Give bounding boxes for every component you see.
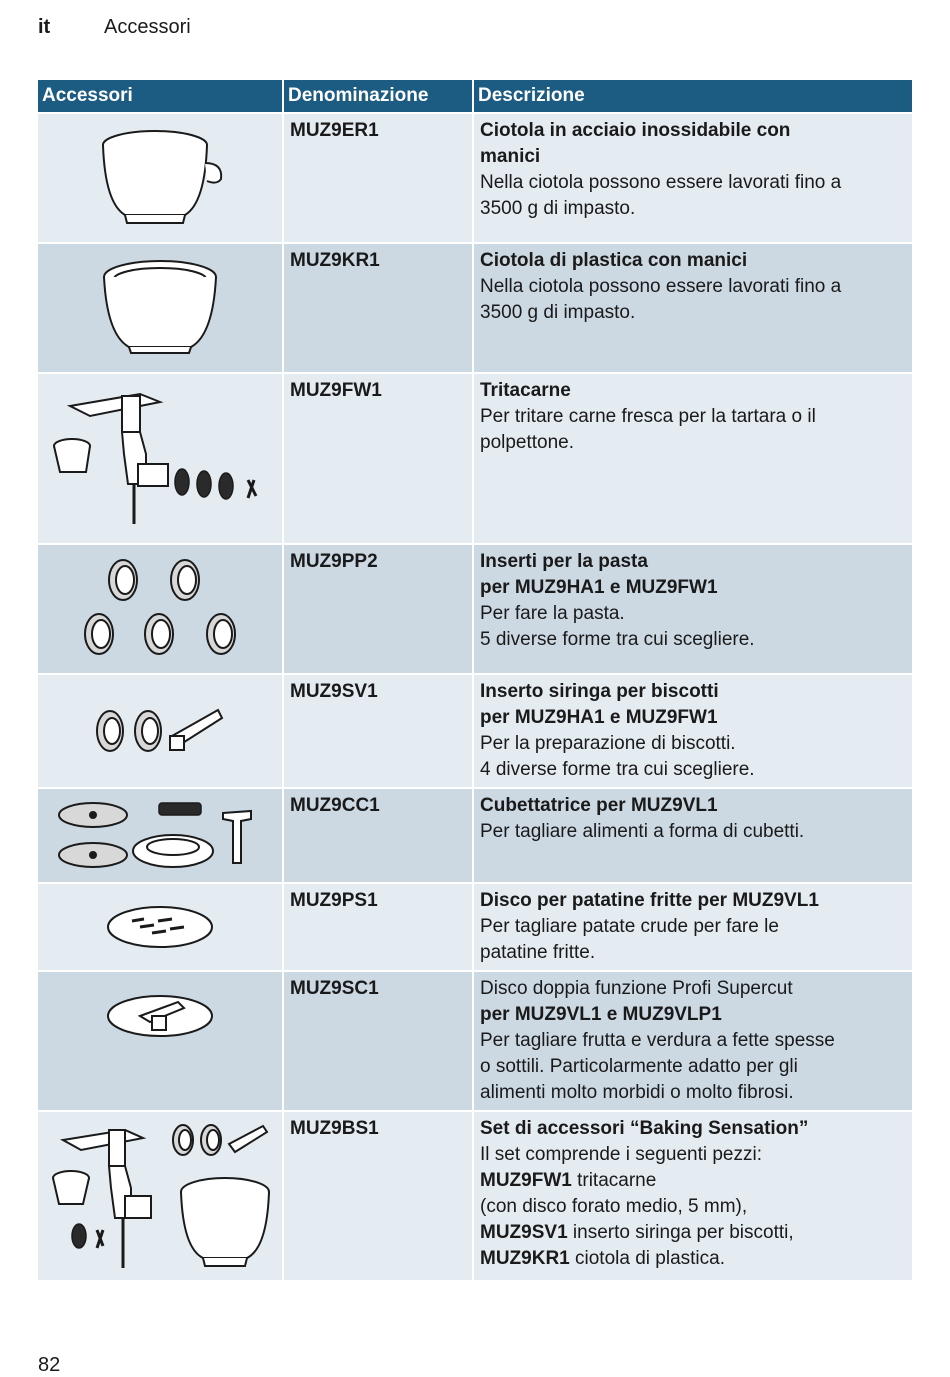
product-description: Inserto siringa per biscotti per MUZ9HA1 e MUZ9FW1 Per la preparazione di biscotti. 4 diverse forme tra cui scegliere.	[474, 675, 912, 787]
product-description: Disco doppia funzione Profi Supercut per MUZ9VL1 e MUZ9VLP1 Per tagliare frutta e verdura a fette spesse o sottili. Particolarmente adatto per gli alimenti molto morbidi o molto fibrosi.	[474, 972, 912, 1110]
product-code: MUZ9KR1	[284, 244, 472, 372]
fries-disc-icon	[100, 899, 220, 955]
table-row	[38, 374, 912, 543]
accessory-image	[38, 972, 282, 1110]
accessories-table	[36, 78, 914, 1282]
table-row	[38, 972, 912, 1110]
accessory-image	[38, 114, 282, 242]
accessory-image	[38, 545, 282, 673]
product-code: MUZ9BS1	[284, 1112, 472, 1280]
product-description: Inserti per la pasta per MUZ9HA1 e MUZ9FW1 Per fare la pasta. 5 diverse forme tra cui scegliere.	[474, 545, 912, 673]
accessory-image	[38, 1112, 282, 1280]
pasta-inserts-icon	[75, 554, 245, 664]
set-item: MUZ9FW1 tritacarne	[480, 1170, 657, 1191]
product-description: Set di accessori “Baking Sensation” Il set comprende i seguenti pezzi: MUZ9FW1 tritacarne (con disco forato medio, 5 mm), MUZ9SV1 inserto siringa per biscotti, MUZ9KR1 ciotola di plastica.	[474, 1112, 912, 1280]
product-code: MUZ9PP2	[284, 545, 472, 673]
accessory-image	[38, 244, 282, 372]
table-row	[38, 675, 912, 787]
product-code: MUZ9PS1	[284, 884, 472, 970]
table-row	[38, 1112, 912, 1280]
accessory-image	[38, 374, 282, 543]
stainless-bowl-icon	[95, 123, 225, 233]
accessory-image	[38, 789, 282, 882]
set-item: (con disco forato medio, 5 mm),	[480, 1196, 748, 1217]
header-denominazione: Denominazione	[284, 80, 472, 112]
product-description: Cubettatrice per MUZ9VL1 Per tagliare alimenti a forma di cubetti.	[474, 789, 912, 882]
language-code: it	[38, 16, 51, 38]
plastic-bowl-icon	[95, 253, 225, 363]
product-description: Ciotola in acciaio inossidabile con manici Nella ciotola possono essere lavorati fino a 3500 g di impasto.	[474, 114, 912, 242]
table-row	[38, 789, 912, 882]
baking-set-icon	[45, 1118, 275, 1274]
table-header-row	[38, 80, 912, 112]
product-description: Ciotola di plastica con manici Nella ciotola possono essere lavorati fino a 3500 g di impasto.	[474, 244, 912, 372]
page-header	[38, 16, 191, 39]
product-code: MUZ9CC1	[284, 789, 472, 882]
meat-mincer-icon	[50, 384, 270, 534]
dicer-icon	[55, 793, 265, 879]
header-accessori: Accessori	[38, 80, 282, 112]
header-descrizione: Descrizione	[474, 80, 912, 112]
table-row	[38, 884, 912, 970]
section-title: Accessori	[104, 16, 191, 38]
supercut-disc-icon	[100, 986, 220, 1096]
accessory-image	[38, 884, 282, 970]
table-row	[38, 545, 912, 673]
product-code: MUZ9ER1	[284, 114, 472, 242]
product-code: MUZ9FW1	[284, 374, 472, 543]
product-description: Tritacarne Per tritare carne fresca per la tartara o il polpettone.	[474, 374, 912, 543]
set-item: MUZ9SV1 inserto siringa per biscotti,	[480, 1222, 794, 1243]
product-description: Disco per patatine fritte per MUZ9VL1 Per tagliare patate crude per fare le patatine fritte.	[474, 884, 912, 970]
product-code: MUZ9SV1	[284, 675, 472, 787]
page-number: 82	[38, 1354, 61, 1376]
product-code: MUZ9SC1	[284, 972, 472, 1110]
table-row	[38, 114, 912, 242]
accessory-image	[38, 675, 282, 787]
cookie-press-icon	[90, 696, 230, 766]
set-item: MUZ9KR1 ciotola di plastica.	[480, 1248, 725, 1269]
table-row	[38, 244, 912, 372]
